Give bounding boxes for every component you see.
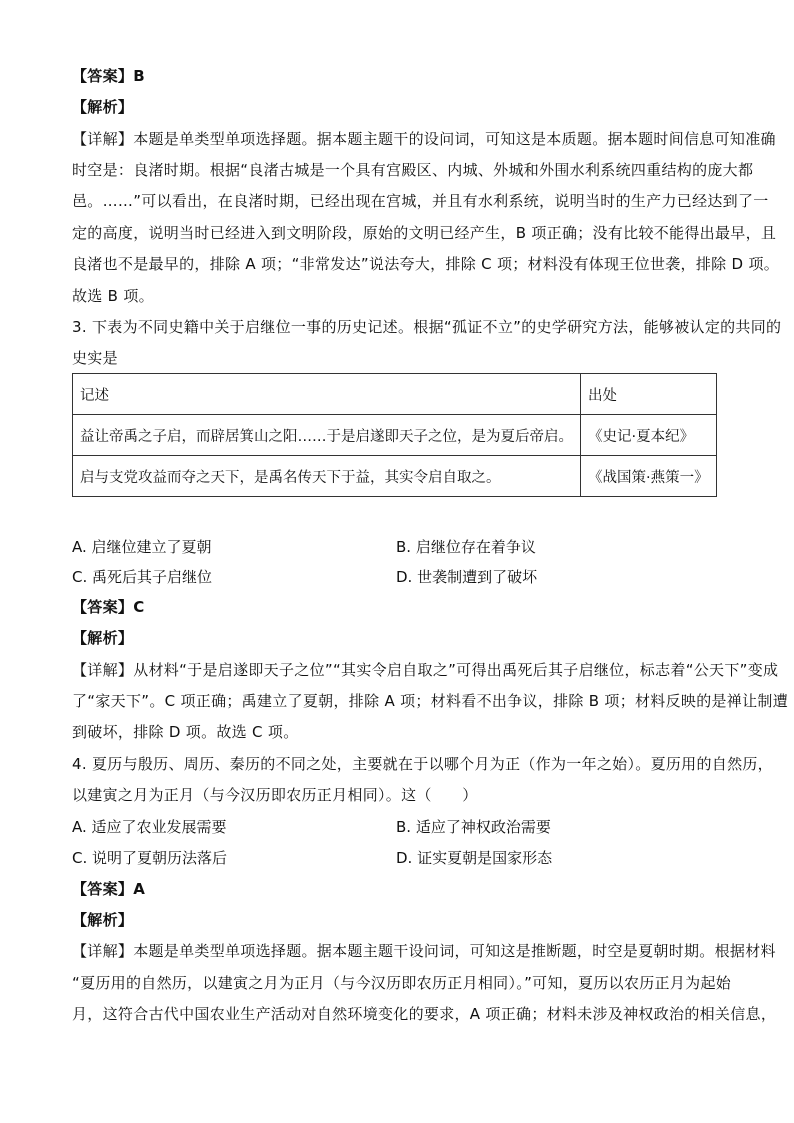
- q4-option-c: C. 说明了夏朝历法落后: [72, 849, 228, 867]
- q4-option-d: D. 证实夏朝是国家形态: [396, 849, 553, 867]
- q3-explanation-line: 到破坏，排除 D 项。故选 C 项。: [72, 723, 299, 741]
- q2-explanation-line: 良渚也不是最早的，排除 A 项；“非常发达”说法夸大，排除 C 项；材料没有体现王位世袭，排除 D 项。: [72, 255, 780, 273]
- q2-analysis-heading: 【解析】: [72, 98, 134, 116]
- q4-explanation-line: 月，这符合古代中国农业生产活动对自然环境变化的要求，A 项正确；材料未涉及神权政治的相关信息，: [72, 1005, 777, 1023]
- q4-stem: 4. 夏历与殷历、周历、秦历的不同之处，主要就在于以哪个月为正（作为一年之始）。夏历用的自然历，: [72, 755, 773, 773]
- q4-stem: 以建寅之月为正月（与今汉历即农历正月相同）。这（ ）: [72, 786, 478, 804]
- q2-explanation-line: 定的高度，说明当时已经进入到文明阶段，原始的文明已经产生，B 项正确；没有比较不能得出最早，且: [72, 224, 777, 242]
- q3-answer: 【答案】C: [72, 598, 145, 616]
- q3-analysis-heading: 【解析】: [72, 629, 134, 647]
- table-cell: 益让帝禹之子启，而辟居箕山之阳……于是启遂即天子之位，是为夏后帝启。: [73, 415, 581, 456]
- table-cell: 《史记·夏本纪》: [581, 415, 717, 456]
- q3-option-b: B. 启继位存在着争议: [396, 538, 536, 556]
- q2-explanation-line: 时空是：良渚时期。根据“良渚古城是一个具有宫殿区、内城、外城和外围水利系统四重结构的庞大都: [72, 161, 754, 179]
- q3-explanation-line: 了“家天下”。C 项正确；禹建立了夏朝，排除 A 项；材料看不出争议，排除 B 项；材料反映的是禅让制遭: [72, 692, 789, 710]
- q2-answer: 【答案】B: [72, 67, 145, 85]
- q3-explanation-line: 【详解】从材料“于是启遂即天子之位”“其实令启自取之”可得出禹死后其子启继位，标志着“公天下”变成: [72, 661, 779, 679]
- q3-source-table: [72, 373, 717, 497]
- table-cell: 《战国策·燕策一》: [581, 456, 717, 497]
- q4-analysis-heading: 【解析】: [72, 911, 134, 929]
- q2-explanation-line: 【详解】本题是单类型单项选择题。据本题主题干的设问词，可知这是本质题。据本题时间信息可知准确: [72, 130, 776, 148]
- table-header-cell: 出处: [581, 374, 717, 415]
- q3-option-a: A. 启继位建立了夏朝: [72, 538, 212, 556]
- q3-option-c: C. 禹死后其子启继位: [72, 568, 213, 586]
- table-header-row: [73, 374, 717, 415]
- q4-option-b: B. 适应了神权政治需要: [396, 818, 551, 836]
- table-header-cell: 记述: [73, 374, 581, 415]
- q4-explanation-line: “夏历用的自然历，以建寅之月为正月（与今汉历即农历正月相同）。”可知，夏历以农历正月为起始: [72, 974, 732, 992]
- q3-stem: 3. 下表为不同史籍中关于启继位一事的历史记述。根据“孤证不立”的史学研究方法，能够被认定的共同的: [72, 318, 782, 336]
- q3-stem: 史实是: [72, 349, 118, 367]
- q2-explanation-line: 故选 B 项。: [72, 287, 154, 305]
- q2-explanation-line: 邑。……”可以看出，在良渚时期，已经出现在宫城，并且有水利系统，说明当时的生产力已经达到了一: [72, 192, 769, 210]
- table-row: [73, 415, 717, 456]
- table-cell: 启与支党攻益而夺之天下，是禹名传天下于益，其实令启自取之。: [73, 456, 581, 497]
- q4-option-a: A. 适应了农业发展需要: [72, 818, 227, 836]
- q4-explanation-line: 【详解】本题是单类型单项选择题。据本题主题干设问词，可知这是推断题，时空是夏朝时期。根据材料: [72, 942, 776, 960]
- q4-answer: 【答案】A: [72, 880, 146, 898]
- table-row: [73, 456, 717, 497]
- q3-option-d: D. 世袭制遭到了破坏: [396, 568, 538, 586]
